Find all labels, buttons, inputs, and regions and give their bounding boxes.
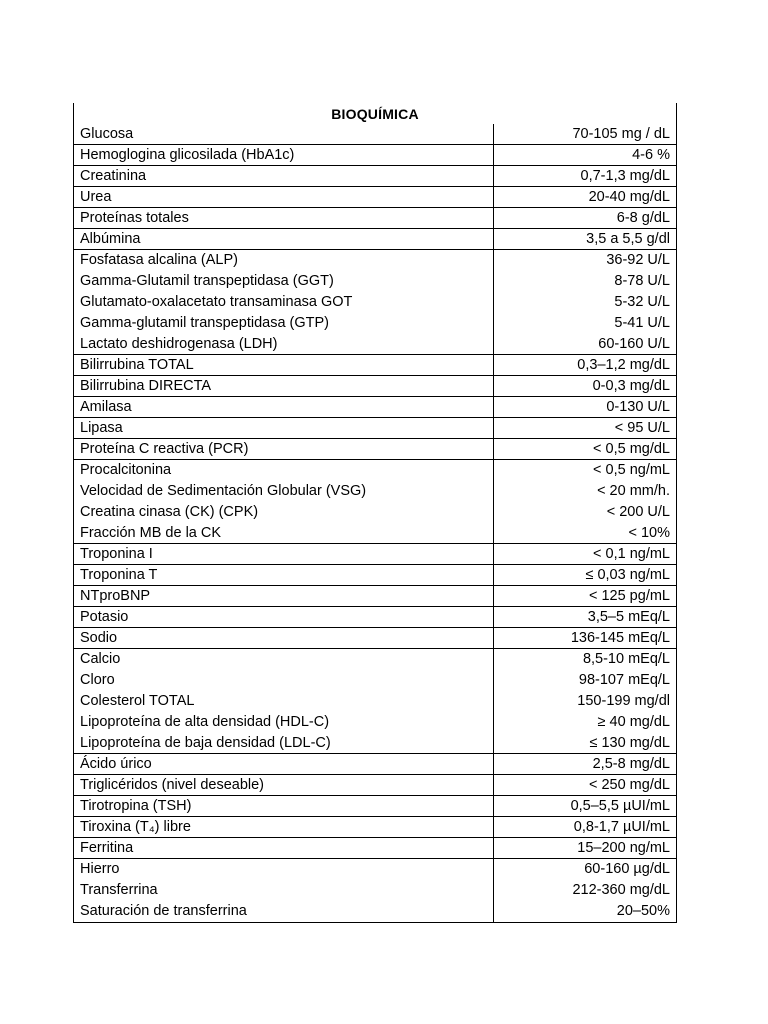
table-title: BIOQUÍMICA: [331, 106, 419, 122]
test-name-cell: NTproBNP: [74, 586, 494, 606]
test-name-cell: Lactato deshidrogenasa (LDH): [74, 334, 494, 354]
biochemistry-table: [73, 103, 677, 923]
test-name-cell: Creatinina: [74, 166, 494, 186]
table-row: [74, 901, 676, 922]
test-name-cell: Triglicéridos (nivel deseable): [74, 775, 494, 795]
reference-value-cell: 0-0,3 mg/dL: [592, 378, 670, 394]
table-row: [74, 145, 676, 166]
table-row: [74, 733, 676, 754]
test-name-cell: Calcio: [74, 649, 494, 670]
test-name-cell: Ácido úrico: [74, 754, 494, 774]
test-name-cell: Procalcitonina: [74, 460, 494, 481]
reference-value-cell: 98-107 mEq/L: [578, 672, 670, 688]
test-name-cell: Transferrina: [74, 880, 494, 901]
reference-value-cell: 3,5 a 5,5 g/dl: [586, 231, 670, 247]
reference-value-cell: 60-160 U/L: [598, 336, 670, 352]
test-name-cell: Velocidad de Sedimentación Globular (VSG): [74, 481, 494, 502]
reference-value-cell: 5-41 U/L: [614, 315, 670, 331]
test-name-cell: Tirotropina (TSH): [74, 796, 494, 816]
table-row: [74, 817, 676, 838]
reference-value-cell: ≤ 0,03 ng/mL: [585, 567, 670, 583]
table-row: [74, 565, 676, 586]
test-name-cell: Troponina T: [74, 565, 494, 585]
test-name-cell: Fosfatasa alcalina (ALP): [74, 250, 494, 271]
table-row: [74, 250, 676, 271]
reference-value-cell: 36-92 U/L: [606, 252, 670, 268]
table-row: [74, 376, 676, 397]
reference-value-cell: 150-199 mg/dl: [577, 693, 670, 709]
reference-value-cell: 8,5-10 mEq/L: [582, 651, 670, 667]
reference-value-cell: 20–50%: [616, 903, 670, 919]
table-row: [74, 649, 676, 670]
test-name-cell: Potasio: [74, 607, 494, 627]
table-row: [74, 439, 676, 460]
test-name-cell: Gamma-glutamil transpeptidasa (GTP): [74, 313, 494, 334]
table-row: [74, 880, 676, 901]
test-name-cell: Tiroxina (T₄) libre: [74, 817, 494, 837]
reference-value-cell: 20-40 mg/dL: [588, 189, 670, 205]
reference-value-cell: 212-360 mg/dL: [572, 882, 670, 898]
table-row: [74, 355, 676, 376]
reference-value-cell: ≤ 130 mg/dL: [589, 735, 670, 751]
table-row: [74, 481, 676, 502]
test-name-cell: Proteínas totales: [74, 208, 494, 228]
reference-value-cell: < 95 U/L: [614, 420, 670, 436]
table-row: [74, 586, 676, 607]
reference-value-cell: ≥ 40 mg/dL: [597, 714, 670, 730]
table-row: [74, 418, 676, 439]
table-row: [74, 397, 676, 418]
test-name-cell: Ferritina: [74, 838, 494, 858]
test-name-cell: Saturación de transferrina: [74, 901, 494, 922]
reference-value-cell: 8-78 U/L: [614, 273, 670, 289]
reference-value-cell: < 10%: [628, 525, 670, 541]
table-row: [74, 691, 676, 712]
reference-value-cell: 0,3–1,2 mg/dL: [577, 357, 670, 373]
reference-value-cell: 6-8 g/dL: [616, 210, 670, 226]
reference-value-cell: < 0,5 ng/mL: [593, 462, 670, 478]
reference-value-cell: 0-130 U/L: [606, 399, 670, 415]
test-name-cell: Lipasa: [74, 418, 494, 438]
test-name-cell: Urea: [74, 187, 494, 207]
table-row: [74, 187, 676, 208]
table-row: [74, 229, 676, 250]
test-name-cell: Cloro: [74, 670, 494, 691]
test-name-cell: Proteína C reactiva (PCR): [74, 439, 494, 459]
reference-value-cell: < 0,1 ng/mL: [593, 546, 670, 562]
reference-value-cell: < 0,5 mg/dL: [593, 441, 670, 457]
reference-value-cell: 2,5-8 mg/dL: [592, 756, 670, 772]
reference-value-cell: < 200 U/L: [606, 504, 670, 520]
test-name-cell: Hemoglogina glicosilada (HbA1c): [74, 145, 494, 165]
test-name-cell: Glucosa: [74, 124, 494, 144]
test-name-cell: Lipoproteína de baja densidad (LDL-C): [74, 733, 494, 753]
reference-value-cell: 3,5–5 mEq/L: [587, 609, 670, 625]
table-row: [74, 607, 676, 628]
reference-value-cell: < 125 pg/mL: [588, 588, 670, 604]
reference-value-cell: < 250 mg/dL: [588, 777, 670, 793]
test-name-cell: Colesterol TOTAL: [74, 691, 494, 712]
test-name-cell: Amilasa: [74, 397, 494, 417]
table-row: [74, 544, 676, 565]
table-row: [74, 166, 676, 187]
reference-value-cell: 0,7-1,3 mg/dL: [580, 168, 670, 184]
reference-value-cell: 0,5–5,5 µUI/mL: [570, 798, 670, 814]
test-name-cell: Bilirrubina DIRECTA: [74, 376, 494, 396]
test-name-cell: Sodio: [74, 628, 494, 648]
reference-value-cell: 4-6 %: [632, 147, 670, 163]
table-row: [74, 124, 676, 145]
reference-value-cell: 5-32 U/L: [614, 294, 670, 310]
table-row: [74, 292, 676, 313]
table-row: [74, 334, 676, 355]
table-row: [74, 628, 676, 649]
reference-value-cell: 0,8-1,7 µUI/mL: [573, 819, 670, 835]
test-name-cell: Hierro: [74, 859, 494, 880]
table-row: [74, 775, 676, 796]
table-row: [74, 502, 676, 523]
test-name-cell: Bilirrubina TOTAL: [74, 355, 494, 375]
reference-value-cell: < 20 mm/h.: [597, 483, 670, 499]
table-row: [74, 859, 676, 880]
table-row: [74, 208, 676, 229]
test-name-cell: Troponina I: [74, 544, 494, 564]
test-name-cell: Gamma-Glutamil transpeptidasa (GGT): [74, 271, 494, 292]
table-row: [74, 271, 676, 292]
test-name-cell: Fracción MB de la CK: [74, 523, 494, 543]
table-row: [74, 313, 676, 334]
table-row: [74, 460, 676, 481]
table-row: [74, 838, 676, 859]
reference-value-cell: 60-160 µg/dL: [584, 861, 670, 877]
test-name-cell: Albúmina: [74, 229, 494, 249]
table-row: [74, 670, 676, 691]
reference-value-cell: 70-105 mg / dL: [572, 126, 670, 142]
test-name-cell: Lipoproteína de alta densidad (HDL-C): [74, 712, 494, 733]
table-body: [74, 124, 676, 922]
table-row: [74, 712, 676, 733]
test-name-cell: Glutamato-oxalacetato transaminasa GOT: [74, 292, 494, 313]
table-row: [74, 754, 676, 775]
reference-value-cell: 136-145 mEq/L: [570, 630, 670, 646]
test-name-cell: Creatina cinasa (CK) (CPK): [74, 502, 494, 523]
table-row: [74, 523, 676, 544]
table-row: [74, 796, 676, 817]
reference-value-cell: 15–200 ng/mL: [577, 840, 670, 856]
